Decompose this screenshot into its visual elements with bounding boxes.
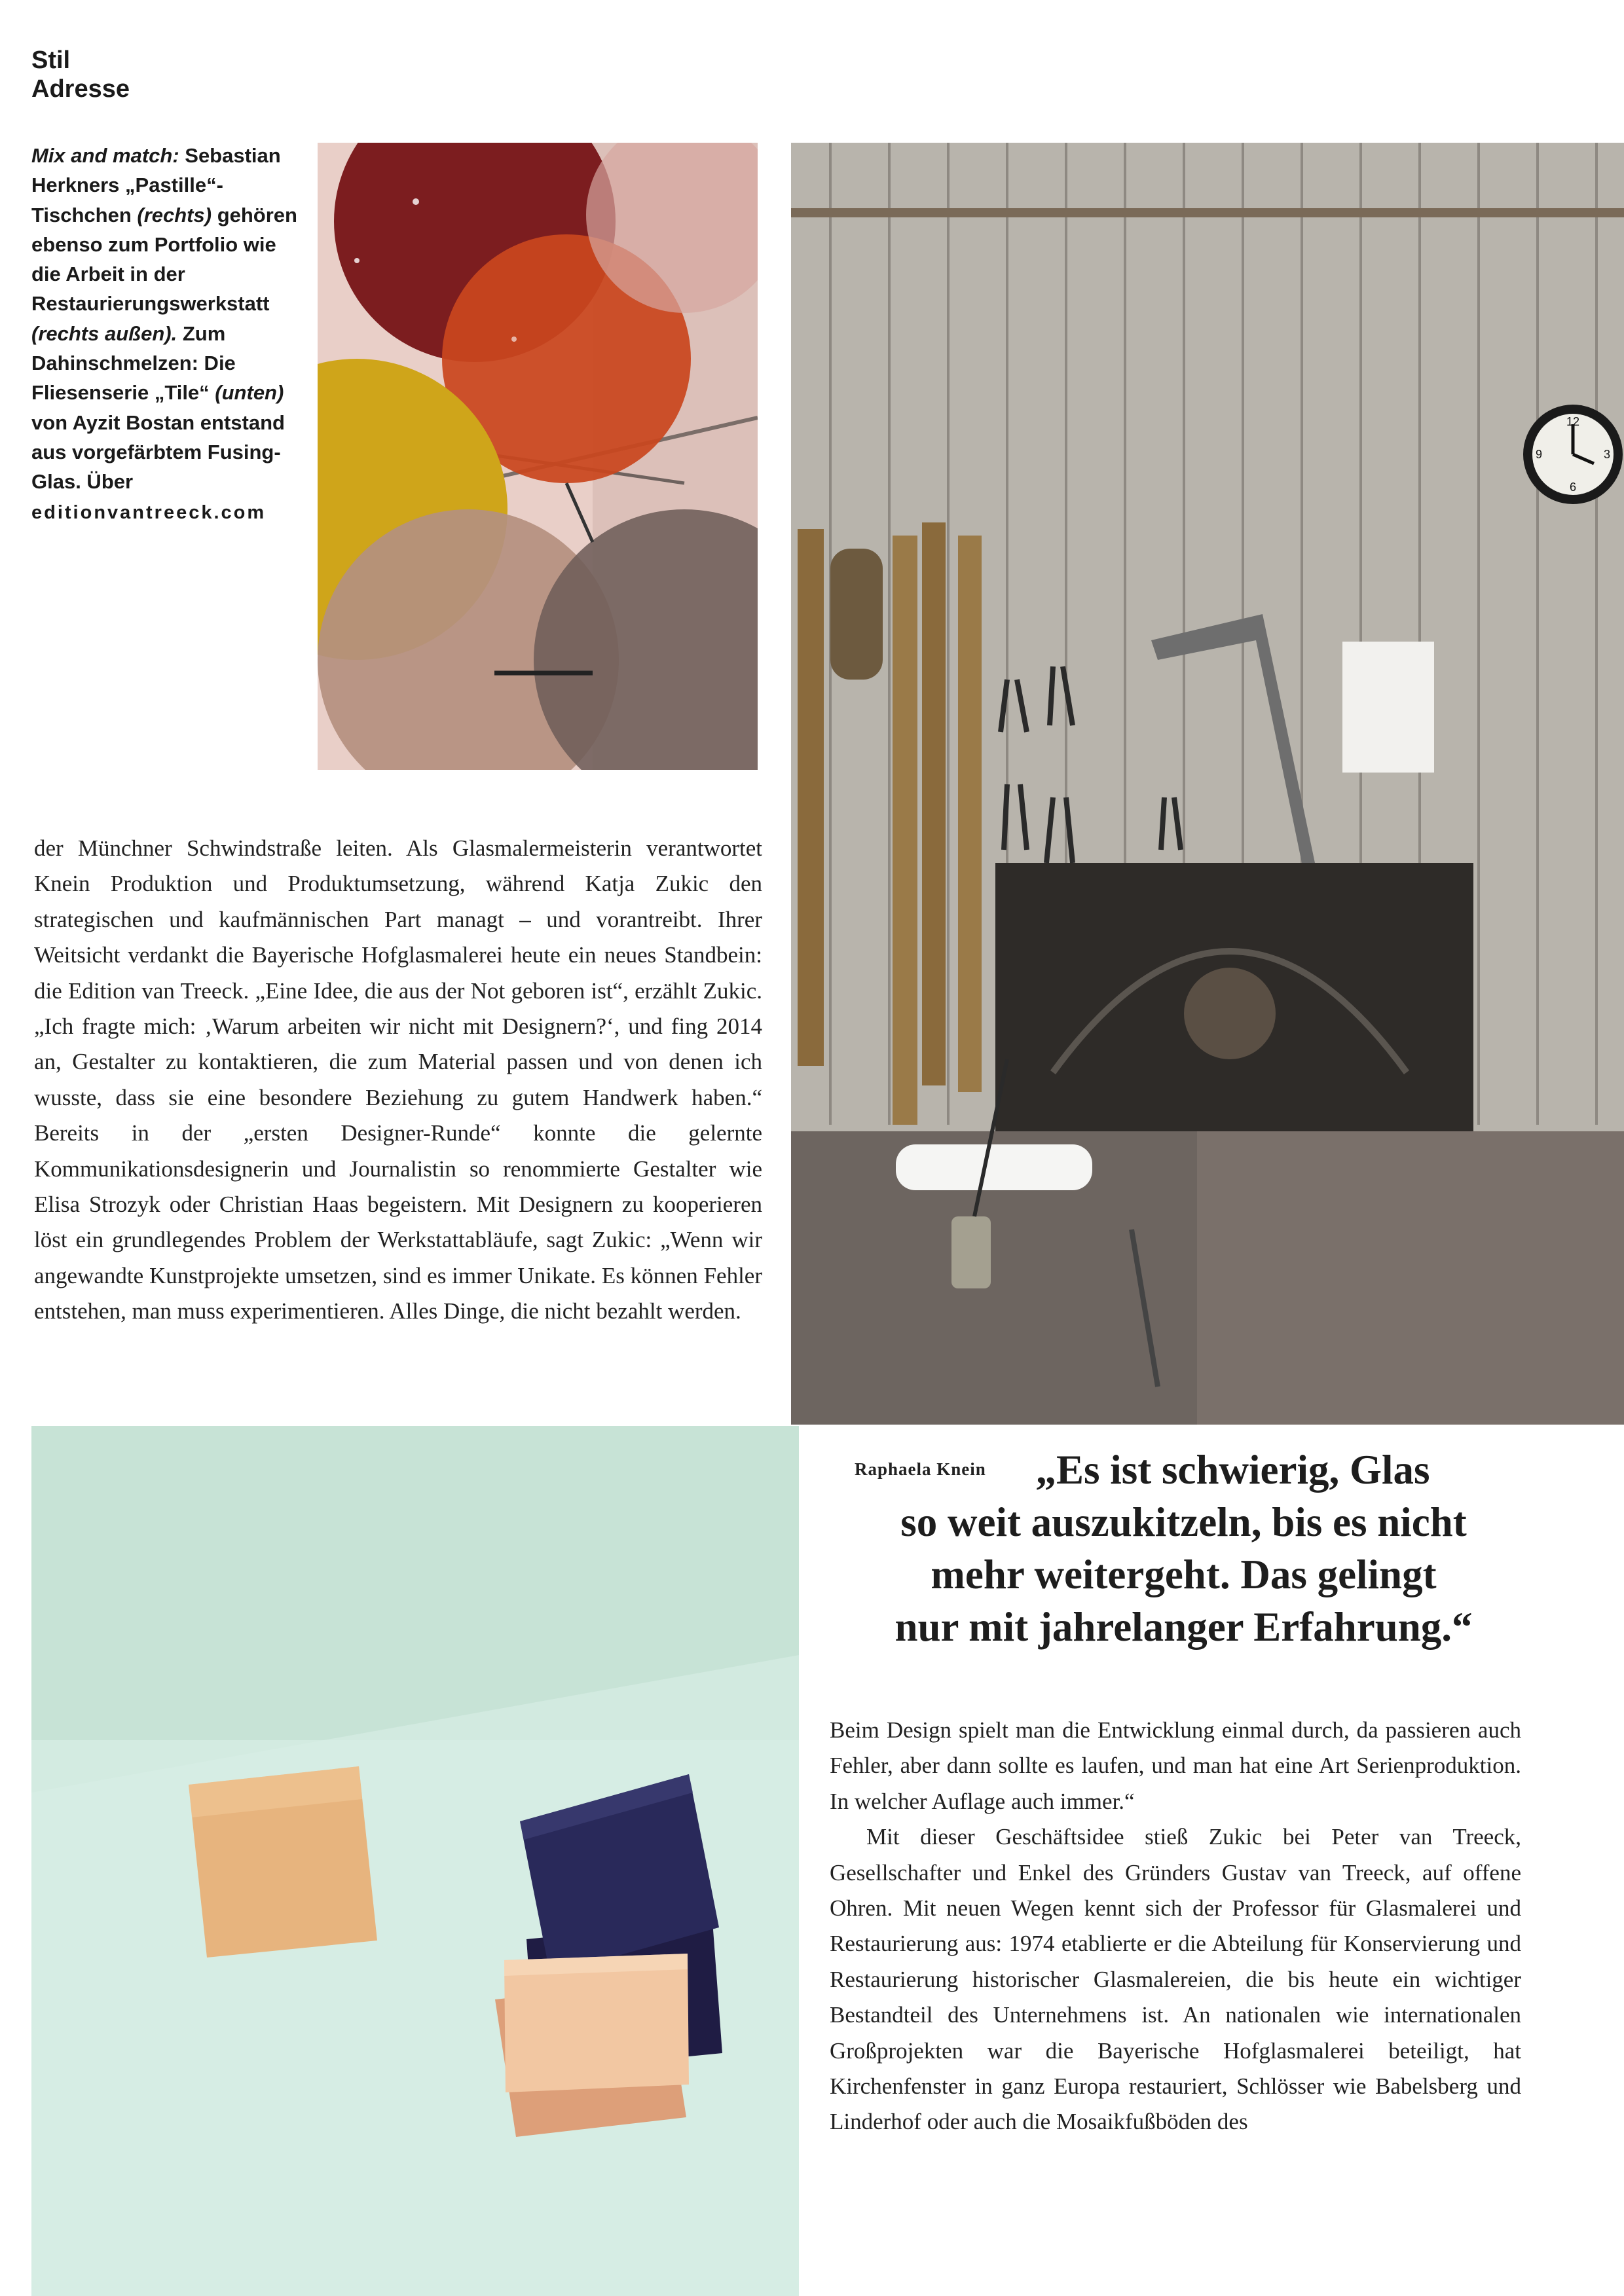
caption-text-1: Sebastian Herkners „Pastille“-Tischchen: [31, 144, 281, 227]
workshop-image: [791, 143, 1624, 1425]
body-right-paragraph-2: Mit dieser Geschäftsidee stieß Zukic bei Peter van Treeck, Gesellschafter und Enkel des Gründers Gustav van Treeck, auf offene Ohren. Mit neuen Wegen kennt sich der Professor für Glasmalerei und Restaurierung aus: 1974 etablierte er die Abteilung für Konservierung und Restaurierung historischer Glasmalereien, die bis heute ein wichtiger Bestandteil des Unternehmens ist. An nationalen wie internationalen Großprojekten war die Bayerische Hofglasmalerei beteiligt, hat Kirchenfenster in ganz Europa restauriert, Schlösser wie Babelsberg und Linderhof oder auch die Mosaikfußböden des: [830, 1824, 1521, 2135]
body-right-paragraph-1: Beim Design spielt man die Entwicklung einmal durch, da passieren auch Fehler, aber dann sollte es laufen, und man hat eine Art Serienproduktion. In welcher Auflage auch immer.“: [830, 1717, 1521, 1814]
caption-ref-rechts: (rechts): [137, 203, 212, 227]
section-label: [31, 46, 130, 103]
quote-line-1: „Es ist schwierig, Glas: [1035, 1447, 1430, 1493]
body-text-left: [34, 831, 762, 1330]
quote-author: Raphaela Knein: [855, 1459, 986, 1479]
clock-numeral-3: 3: [1603, 448, 1611, 461]
clock-numeral-6: 6: [1569, 481, 1577, 494]
tile-image: [31, 1426, 799, 2296]
quote-line-3: mehr weitergeht. Das gelingt: [931, 1552, 1437, 1597]
clock-numeral-12: 12: [1566, 415, 1580, 428]
photo-pastille-tables: [318, 143, 758, 770]
section-label-line1: Stil: [31, 46, 71, 74]
photo-tile-series: [31, 1426, 799, 2296]
quote-line-4: nur mit jahrelanger Erfahrung.“: [895, 1604, 1473, 1650]
caption-ref-rechts-aussen: (rechts außen).: [31, 321, 177, 345]
caption-ref-unten: (unten): [215, 381, 284, 405]
pastille-image: [318, 143, 758, 770]
quote-line-2: so weit auszukitzeln, bis es nicht: [900, 1499, 1467, 1545]
body-text-right: [830, 1713, 1521, 2140]
caption-text-4: von Ayzit Bostan entstand aus vorgefärbtem Fusing-Glas. Über: [31, 410, 285, 494]
pull-quote-block: [828, 1444, 1539, 1653]
photo-restoration-workshop: [791, 143, 1624, 1425]
clock-numeral-9: 9: [1535, 448, 1543, 461]
caption-lead: Mix and match:: [31, 144, 179, 167]
photo-caption: [31, 141, 300, 528]
caption-text-3: Zum Dahinschmelzen: Die Fliesenserie „Tile“: [31, 321, 236, 405]
body-left-paragraph: der Münchner Schwindstraße leiten. Als Glasmalermeisterin verantwortet Knein Produktion und Produktumsetzung, während Katja Zukic den strategischen und kaufmännischen Part managt – und vorantreibt. Ihrer Weitsicht verdankt die Bayerische Hofglasmalerei heute ein neues Standbein: die Edition van Treeck. „Eine Idee, die aus der Not geboren ist“, erzählt Zukic. „Ich fragte mich: ‚Warum arbeiten wir nicht mit Designern?‘, und fing 2014 an, Gestalter zu kontaktieren, die zum Material passen und von denen ich wusste, dass sie eine besondere Beziehung zu gutem Handwerk haben.“ Bereits in der „ersten Designer-Runde“ konnte die gelernte Kommunikationsdesignerin und Journalistin so renommierte Gestalter wie Elisa Strozyk oder Christian Haas begeistern. Mit Designern zu kooperieren löst ein grundlegendes Problem der Werkstattabläufe, sagt Zukic: „Wenn wir angewandte Kunstprojekte umsetzen, sind es immer Unikate. Es können Fehler entstehen, man muss experimentieren. Alles Dinge, die nicht bezahlt werden.: [34, 835, 762, 1324]
caption-url: editionvantreeck.com: [31, 501, 267, 523]
section-label-line2: Adresse: [31, 75, 130, 103]
caption-text-2: gehören ebenso zum Portfolio wie die Arbeit in der Restaurierungswerkstatt: [31, 203, 297, 316]
